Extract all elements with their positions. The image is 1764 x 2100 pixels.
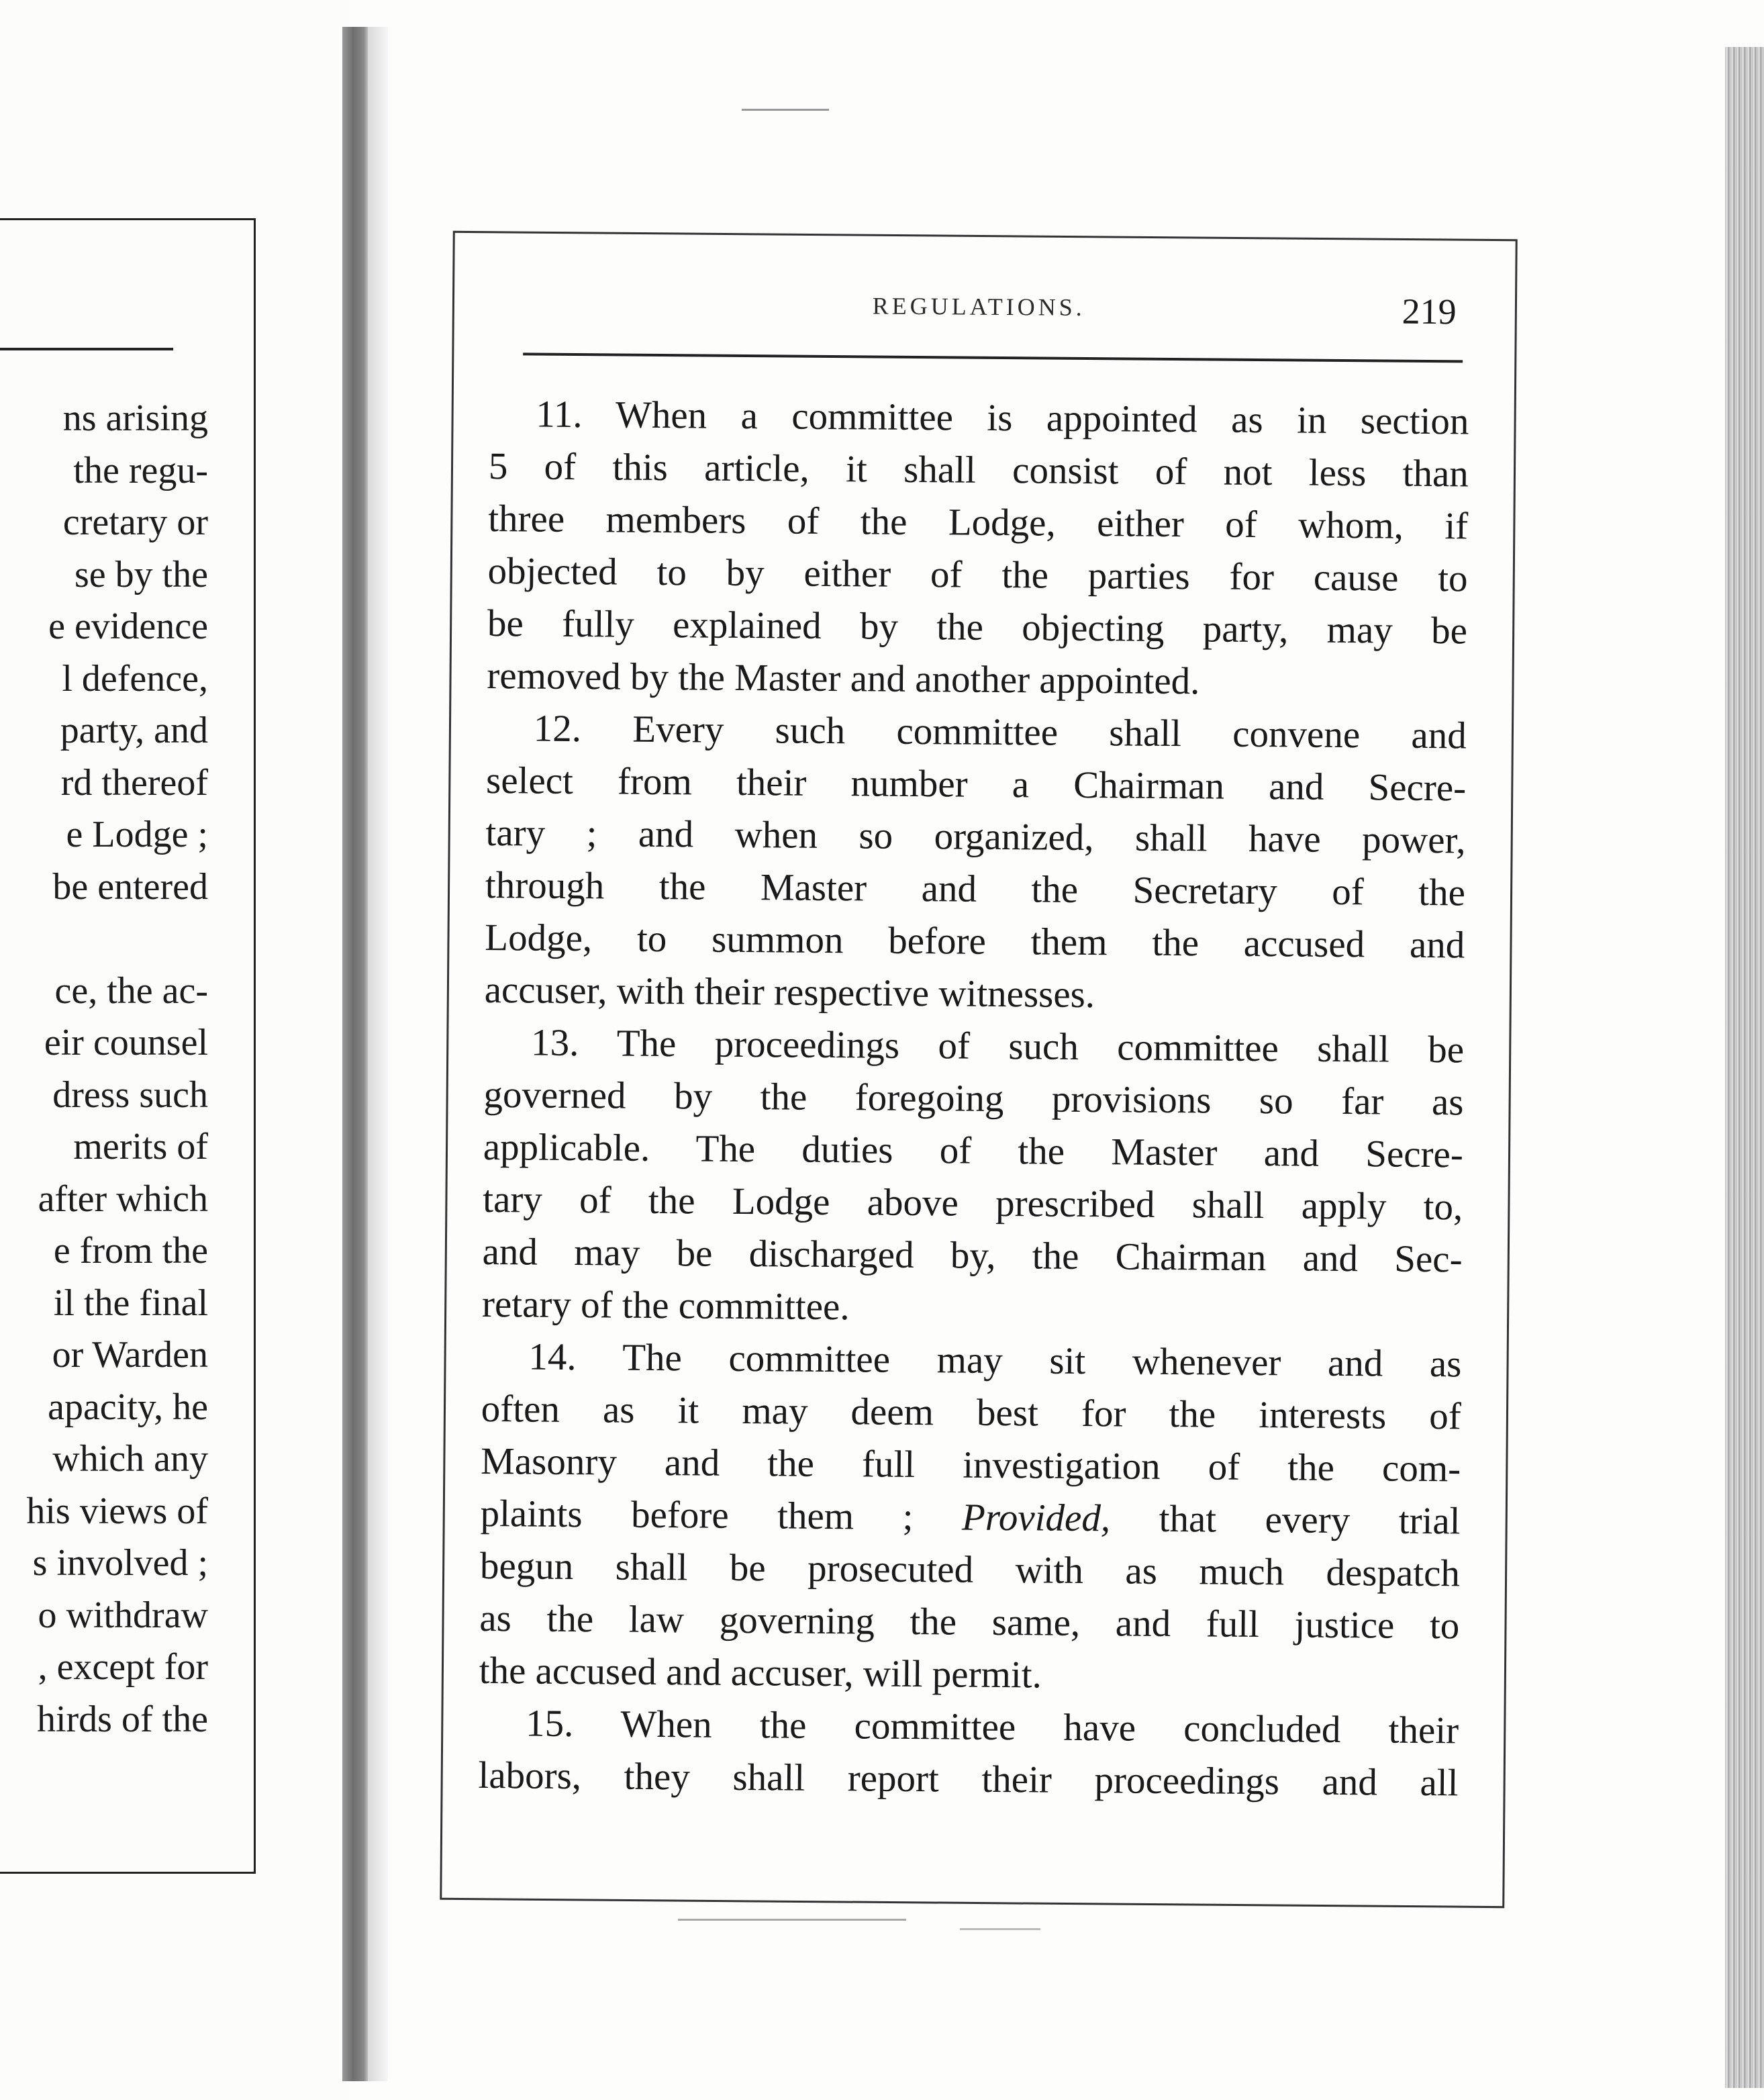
italic-provided: Provided, [961,1496,1111,1540]
left-line: e from the [53,1230,208,1272]
left-line: s involved ; [32,1542,208,1584]
binding-gutter [342,27,369,2081]
text-line: 15. When the committee have concluded their [525,1702,1459,1752]
text-line: tary of the Lodge above prescribed shall apply to, [483,1178,1463,1229]
paragraph-14 [479,1331,1461,1705]
text-line: the accused and accuser, will permit. [479,1649,1042,1697]
left-line: merits of [73,1126,208,1167]
text-line: 5 of this article, it shall consist of not less than [488,444,1469,495]
left-line: party, and [60,710,208,751]
text-line: be fully explained by the objecting party, may be [487,602,1468,653]
text-line: through the Master and the Secretary of the [485,863,1466,914]
left-line: cretary or [62,502,208,543]
paragraph-15 [478,1697,1459,1809]
left-page-text [26,393,208,1746]
paragraph-12 [484,702,1467,1024]
text-line: Masonry and the full investigation of the com- [480,1439,1461,1490]
left-line: hirds of the [36,1698,208,1740]
text-line: and may be discharged by, the Chairman and Sec- [482,1230,1463,1281]
left-line-blank [26,913,208,965]
top-smudge [742,109,829,111]
paragraph-13 [482,1016,1465,1338]
bottom-smudge-2 [960,1928,1040,1930]
left-line: after which [38,1178,208,1220]
left-line: the regu- [73,449,208,491]
gutter-shadow [368,27,388,2081]
text-line: 13. The proceedings of such committee shall be [530,1021,1465,1071]
left-line: ns arising [62,397,208,439]
header-rule [523,352,1463,363]
text-line: labors, they shall report their proceedings and all [478,1754,1459,1805]
left-line: o withdraw [38,1594,208,1636]
paragraph-11 [487,388,1469,710]
text-line: 12. Every such committee shall convene and [533,707,1467,757]
left-line: which any [52,1438,208,1480]
text-line: retary of the committee. [481,1282,850,1329]
text-line: objected to by either of the parties for cause to [487,549,1468,600]
left-line: se by the [74,553,208,595]
left-page-header-rule [0,348,173,350]
left-line: dress such [52,1073,208,1116]
bottom-smudge [678,1919,906,1921]
left-line: il the final [53,1282,208,1324]
text-line: three members of the Lodge, either of whom, if [487,497,1469,548]
left-line: eir counsel [44,1022,208,1063]
text-line: often as it may deem best for the interests of [481,1387,1462,1438]
left-line: l defence, [62,657,208,700]
page-number: 219 [1402,291,1457,332]
text-line: select from their number a Chairman and Secre- [485,759,1467,810]
left-line: e evidence [48,606,208,647]
text-line: tary ; and when so organized, shall have power, [485,811,1466,862]
left-facing-page [0,0,349,2100]
text-line: Lodge, to summon before them the accused and [485,916,1465,967]
text-line: as the law governing the same, and full justice to [479,1596,1460,1648]
left-line: rd thereof [60,761,208,804]
left-line: apacity, he [48,1386,208,1428]
text-line: removed by the Master and another appointed. [487,654,1200,703]
body-text [478,388,1469,1809]
running-head: REGULATIONS. [872,292,1085,321]
page-header [489,282,1470,363]
text-line: accuser, with their respective witnesses. [484,968,1095,1016]
page-block-edges [1725,47,1764,2088]
text-line: 11. When a committee is appointed as in section [536,393,1469,443]
text-fragment: plaints before them ; [480,1492,963,1539]
left-line: be entered [52,865,208,908]
text-line: 14. The committee may sit whenever and as [528,1335,1462,1386]
text-line-with-italic [480,1488,1461,1547]
text-fragment: that every trial [1110,1497,1461,1543]
text-line: begun shall be prosecuted with as much despatch [479,1544,1461,1595]
left-line: e Lodge ; [66,814,208,855]
left-line: , except for [38,1646,208,1688]
right-page-content [478,282,1470,1809]
text-line: applicable. The duties of the Master and Secre- [483,1125,1464,1176]
left-line: or Warden [52,1334,208,1376]
left-line: his views of [26,1490,208,1532]
text-line: governed by the foregoing provisions so far as [483,1073,1464,1124]
left-line: ce, the ac- [54,969,208,1012]
